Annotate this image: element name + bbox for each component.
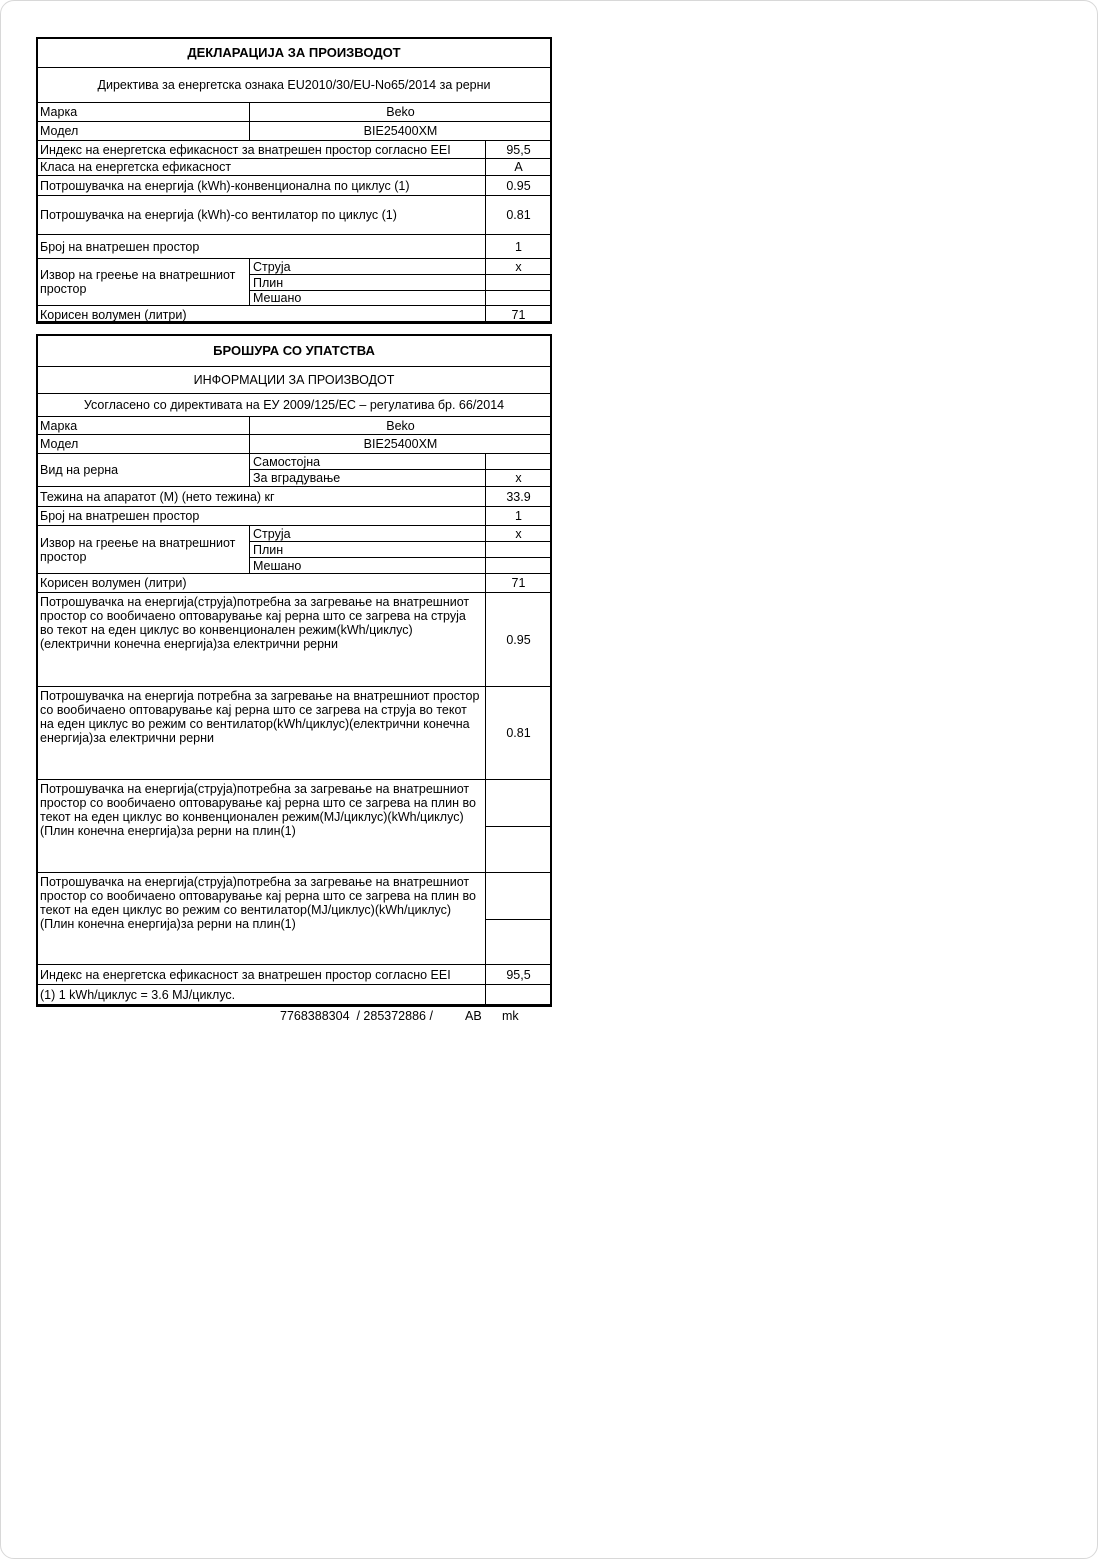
variant-code: AB: [465, 1009, 482, 1023]
gas-conventional-value-kwh: [486, 827, 552, 873]
model-label: Модел: [37, 122, 250, 141]
eei-label: Индекс на енергетска ефикасност за внатрешен простор согласно EEI: [37, 141, 486, 159]
language-code: mk: [502, 1009, 519, 1023]
heat-electric-value: x: [486, 259, 552, 275]
fan-consumption-label: Потрошувачка на енергија (kWh)-со вентилатор по циклус (1): [37, 196, 486, 235]
heat-source-label: Извор на греење на внатрешниот простор: [37, 259, 250, 306]
brochure-table: [36, 335, 552, 1005]
cavities-label: Број на внатрешен простор: [37, 235, 486, 259]
volume-value: 71: [486, 574, 552, 593]
heat-mixed-value: [486, 558, 552, 574]
type-freestanding-value: [486, 454, 552, 470]
heat-gas-label: Плин: [250, 275, 486, 291]
heat-mixed-value: [486, 291, 552, 306]
heat-mixed-label: Мешано: [250, 558, 486, 574]
type-builtin-label: За вградување: [250, 470, 486, 487]
gas-fan-value-kwh: [486, 920, 552, 965]
volume-label: Корисен волумен (литри): [37, 574, 486, 593]
brand-value: Beko: [250, 417, 552, 435]
type-builtin-value: x: [486, 470, 552, 487]
brochure-regulation: Усогласено со директивата на ЕУ 2009/125/ЕС – регулатива бр. 66/2014: [37, 394, 552, 417]
model-label: Модел: [37, 435, 250, 454]
eei-value: 95,5: [486, 965, 552, 985]
fan-consumption-value: 0.81: [486, 196, 552, 235]
heat-gas-value: [486, 275, 552, 291]
oven-type-label: Вид на рерна: [37, 454, 250, 487]
heat-electric-label: Струја: [250, 259, 486, 275]
heat-electric-label: Струја: [250, 526, 486, 542]
brand-value: Beko: [250, 103, 552, 122]
gas-fan-value-mj: [486, 873, 552, 920]
conventional-consumption-value: 0.95: [486, 176, 552, 196]
model-value: BIE25400XM: [250, 435, 552, 454]
footnote-value: [486, 985, 552, 1005]
model-value: BIE25400XM: [250, 122, 552, 141]
gas-conventional-value-mj: [486, 780, 552, 827]
gas-fan-consumption-label: Потрошувачка на енергија(струја)потребна за загревање на внатрешниот простор со вообичаено оптоварување кај рерна што се загрева на плин во текот на еден циклус во режим со вентилатор(MJ/циклус)(kWh/циклус)(Плин конечна енергија)за рерни на плин(1): [37, 873, 486, 965]
eei-label: Индекс на енергетска ефикасност за внатрешен простор согласно EEI: [37, 965, 486, 985]
declaration-table: [36, 38, 552, 324]
heat-gas-label: Плин: [250, 542, 486, 558]
heat-electric-value: x: [486, 526, 552, 542]
electric-conventional-consumption-value: 0.95: [486, 593, 552, 687]
gas-conventional-consumption-label: Потрошувачка на енергија(струја)потребна за загревање на внатрешниот простор со вообичаено оптоварување кај рерна што се загрева на плин во текот на еден циклус во конвенционален режим(MJ/циклус)(kWh/циклус)(Плин конечна енергија)за рерни на плин(1): [37, 780, 486, 873]
weight-value: 33.9: [486, 487, 552, 507]
declaration-directive: Директива за енергетска ознака EU2010/30/EU-No65/2014 за рерни: [37, 68, 552, 103]
cavities-value: 1: [486, 235, 552, 259]
electric-fan-consumption-value: 0.81: [486, 687, 552, 780]
electric-fan-consumption-label: Потрошувачка на енергија потребна за загревање на внатрешниот простор со вообичаено оптоварување кај рерна што се загрева на струја во текот на еден циклус во режим со вентилатор(kWh/циклус)(електрични конечна енергија)за електрични рерни: [37, 687, 486, 780]
conventional-consumption-label: Потрошувачка на енергија (kWh)-конвенционална по циклус (1): [37, 176, 486, 196]
declaration-title: ДЕКЛАРАЦИЈА ЗА ПРОИЗВОДОТ: [37, 39, 552, 68]
cavities-label: Број на внатрешен простор: [37, 507, 486, 526]
electric-conventional-consumption-label: Потрошувачка на енергија(струја)потребна за загревање на внатрешниот простор со вообичаено оптоварување кај рерна што се загрева на струја во текот на еден циклус во конвенционален режим(kWh/циклус)(електрични конечна енергија)за електрични рерни: [37, 593, 486, 687]
brand-label: Марка: [37, 103, 250, 122]
energy-class-value: A: [486, 159, 552, 176]
brochure-title: БРОШУРА СО УПАТСТВА: [37, 336, 552, 367]
type-freestanding-label: Самостојна: [250, 454, 486, 470]
heat-gas-value: [486, 542, 552, 558]
eei-value: 95,5: [486, 141, 552, 159]
brand-label: Марка: [37, 417, 250, 435]
brochure-subtitle: ИНФОРМАЦИИ ЗА ПРОИЗВОДОТ: [37, 367, 552, 394]
heat-source-label: Извор на греење на внатрешниот простор: [37, 526, 250, 574]
energy-class-label: Класа на енергетска ефикасност: [37, 159, 486, 176]
cavities-value: 1: [486, 507, 552, 526]
heat-mixed-label: Мешано: [250, 291, 486, 306]
weight-label: Тежина на апаратот (М) (нето тежина) кг: [37, 487, 486, 507]
volume-value: 71: [486, 306, 552, 324]
footnote: (1) 1 kWh/циклус = 3.6 MJ/циклус.: [37, 985, 486, 1005]
document-codes: 7768388304 / 285372886 /: [280, 1009, 433, 1023]
volume-label: Корисен волумен (литри): [37, 306, 486, 324]
